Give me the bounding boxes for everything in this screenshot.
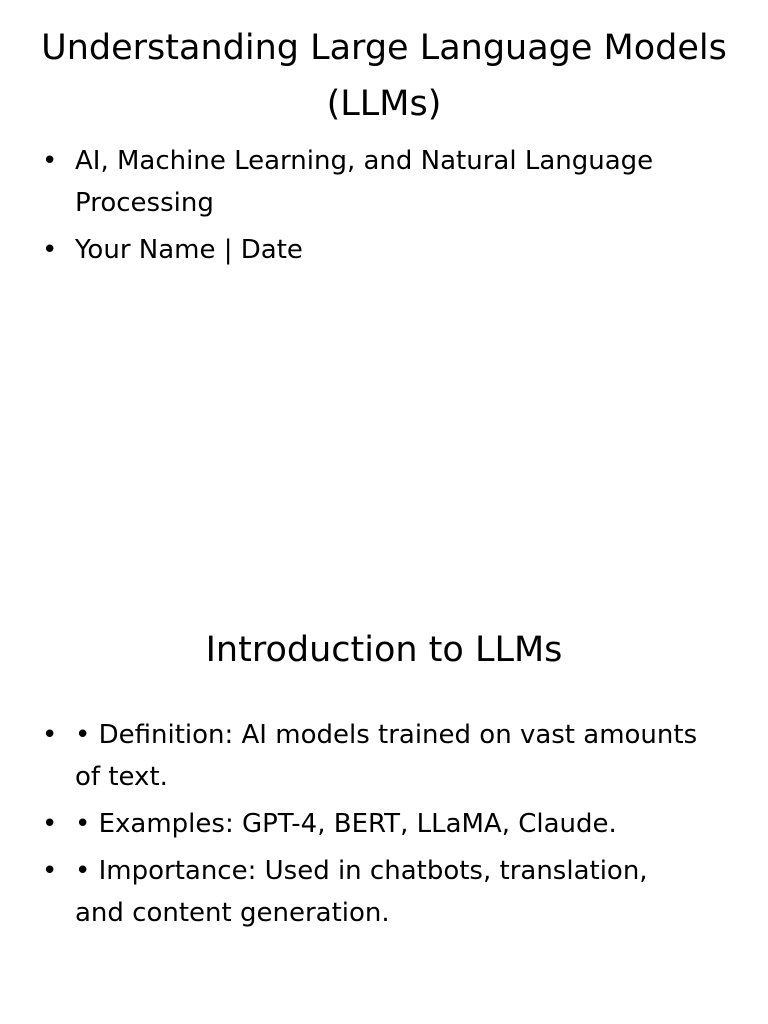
bullet-marker: • (42, 856, 58, 886)
bullet-text: • Examples: GPT-4, BERT, LLaMA, Claude. (75, 809, 617, 839)
bullet-marker: • (42, 235, 58, 265)
bullet-marker: • (42, 146, 58, 176)
slide-introduction (0, 576, 768, 1024)
bullet-marker: • (42, 809, 58, 839)
bullet-item (40, 140, 700, 224)
bullet-text: Your Name | Date (75, 235, 303, 265)
slide-title: Understanding Large Language Models (LLMs) (41, 28, 727, 124)
slide-title: Introduction to LLMs (205, 630, 563, 670)
bullet-text: AI, Machine Learning, and Natural Language Processing (75, 146, 654, 218)
bullet-list (40, 140, 700, 276)
bullet-marker: • (42, 720, 58, 750)
bullet-list (40, 714, 700, 939)
bullet-item (40, 803, 700, 845)
bullet-text: • Definition: AI models trained on vast amounts of text. (75, 720, 698, 792)
bullet-item (40, 714, 700, 798)
bullet-item (40, 850, 700, 934)
bullet-item (40, 229, 700, 271)
bullet-text: • Importance: Used in chatbots, translation, and content generation. (75, 856, 648, 928)
